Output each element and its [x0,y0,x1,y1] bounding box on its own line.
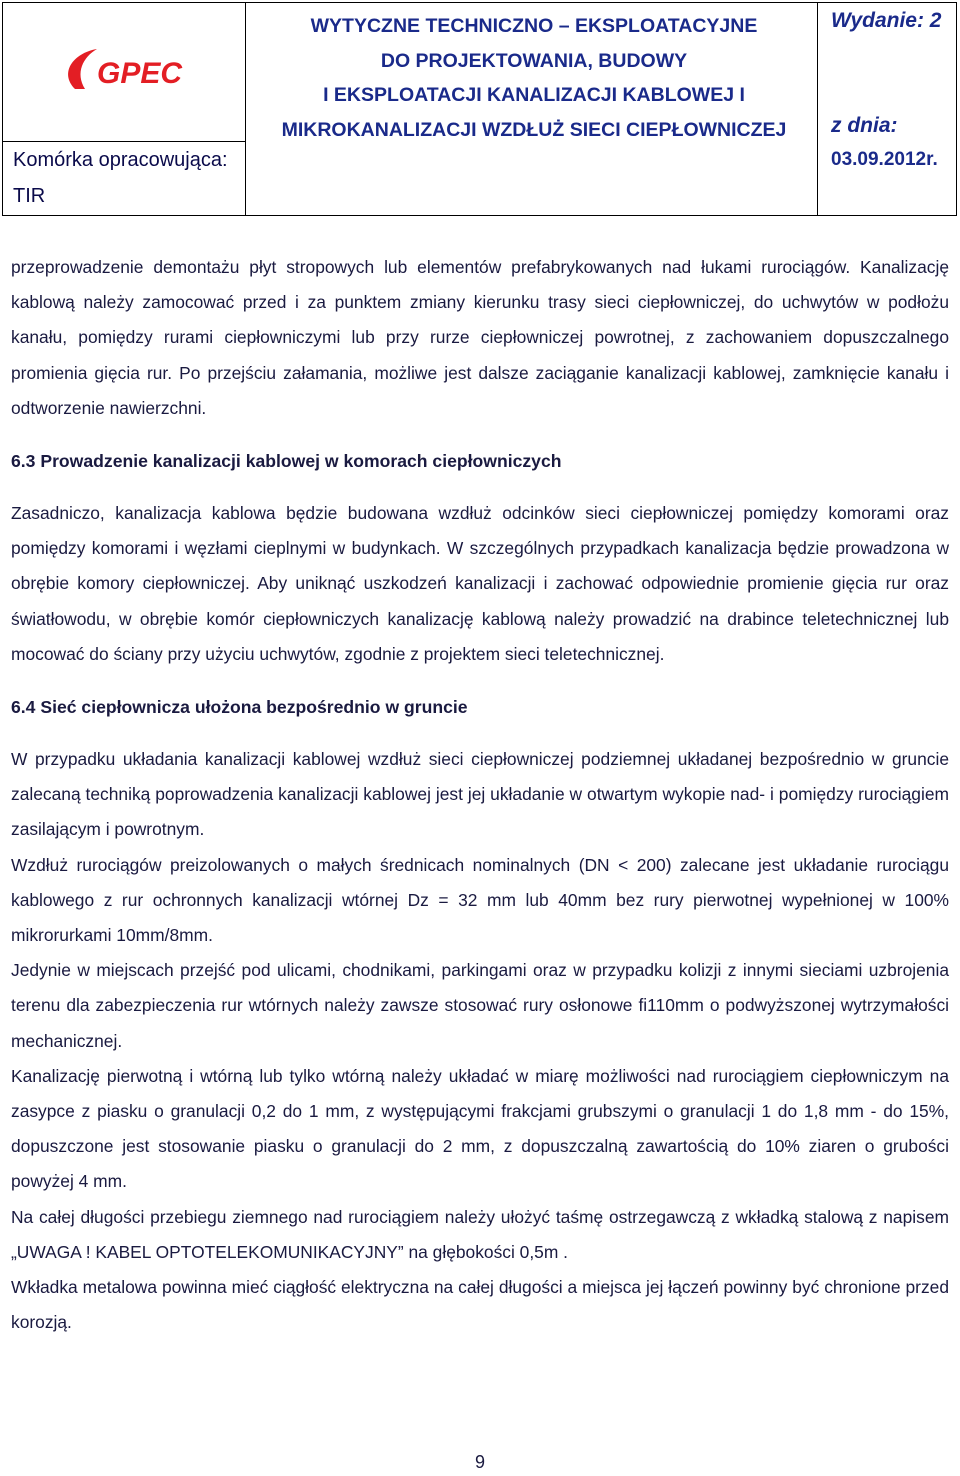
title-line: WYTYCZNE TECHNICZNO – EKSPLOATACYJNE [310,15,758,37]
gpec-logo-icon [3,3,245,141]
section-6-4-paragraph: Na całej długości przebiegu ziemnego nad rurociągiem należy ułożyć taśmę ostrzegawczą z wkładką stalową z napisem „UWAGA ! KABEL OPTOTELEKOMUNIKACYJNY” na głębokości 0,5m . [11,1206,949,1262]
intro-paragraph: przeprowadzenie demontażu płyt stropowych lub elementów prefabrykowanych nad łukami rurociągów. Kanalizację kablową należy zamocować przed i za punktem zmiany kierunku trasy sieci ciepłowniczej, do uchwytów w podłożu kanału, pomiędzy rurami ciepłowniczymi lub przy rurze ciepłowniczej powrotnej, z zachowaniem dopuszczalnego promienia gięcia rur. Po przejściu załamania, możliwe jest dalsze zaciąganie kanalizacji kablowej, zamknięcie kanału i odtworzenie nawierzchni. [11,257,949,418]
date-value: 03.09.2012r. [831,149,938,170]
section-6-4-paragraph: Wzdłuż rurociągów preizolowanych o małych średnicach nominalnych (DN < 200) zalecane jest układanie rurociągu kablowego z rur ochronnych kanalizacji wtórnej Dz = 32 mm lub 40mm bez rury pierwotnej wypełnionej w 100% mikrorurkami 10mm/8mm. [11,854,949,946]
date-label: z dnia: [831,114,898,137]
document-header [2,2,957,216]
section-6-3-paragraph: Zasadniczo, kanalizacja kablowa będzie budowana wzdłuż odcinków sieci ciepłowniczej pomiędzy komorami oraz pomiędzy komorami i węzłami cieplnymi w budynkach. W szczególnych przypadkach kanalizacja będzie prowadzona w obrębie komory ciepłowniczej. Aby uniknąć uszkodzeń kanalizacji i zachować odpowiednie promienie gięcia rur oraz światłowodu, w obrębie komór ciepłowniczych kanalizację kablową należy prowadzić na drabince teletechnicznej lub mocować do ściany przy użyciu uchwytów, zgodnie z projektem sieci teletechnicznej. [11,503,949,664]
document-body [11,250,949,1340]
title-line: DO PROJEKTOWANIA, BUDOWY [380,49,688,72]
title-line: MIKROKANALIZACJI WZDŁUŻ SIECI CIEPŁOWNICZEJ [281,118,787,141]
department-value: TIR [13,185,46,207]
document-title [249,9,819,147]
section-6-4-paragraph: Kanalizację pierwotną i wtórną lub tylko wtórną należy układać w miarę możliwości nad rurociągiem ciepłowniczym na zasypce z piasku o granulacji 0,2 do 1 mm, z występującymi frakcjami grubszymi o granulacji 1 do 1,8 mm - do 15%, dopuszczone jest stosowanie piasku o granulacji do 2 mm, z dopuszczalną zawartością do 10% ziaren o grubości powyżej 4 mm. [11,1065,949,1192]
section-6-4-paragraph: W przypadku układania kanalizacji kablowej wzdłuż sieci ciepłowniczej podziemnej układanej bezpośrednio w gruncie zalecaną techniką poprowadzenia kanalizacji kablowej jest jej układanie w otwartym wykopie nad- i pomiędzy rurociągiem zasilającym i powrotnym. [11,749,949,840]
department-label: Komórka opracowująca: [13,149,228,171]
section-6-4-paragraph: Wkładka metalowa powinna mieć ciągłość elektryczna na całej długości a miejsca jej łączeń powinny być chronione przed korozją. [11,1277,949,1333]
page-number: 9 [474,1452,485,1472]
edition-label: Wydanie: 2 [831,9,942,32]
section-6-4-paragraph: Jedynie w miejscach przejść pod ulicami, chodnikami, parkingami oraz w przypadku kolizji z innymi sieciami uzbrojenia terenu dla zabezpieczenia rur wtórnych należy zawsze stosować rury osłonowe fi110mm o podwyższonej wytrzymałości mechanicznej. [11,960,949,1051]
section-heading-6-4: 6.4 Sieć ciepłownicza ułożona bezpośrednio w gruncie [11,697,468,718]
title-line: I EKSPLOATACJI KANALIZACJI KABLOWEJ I [323,84,745,106]
section-heading-6-3: 6.3 Prowadzenie kanalizacji kablowej w komorach ciepłowniczych [11,451,562,472]
logo-text: GPEC [97,57,183,90]
company-logo [3,3,247,143]
